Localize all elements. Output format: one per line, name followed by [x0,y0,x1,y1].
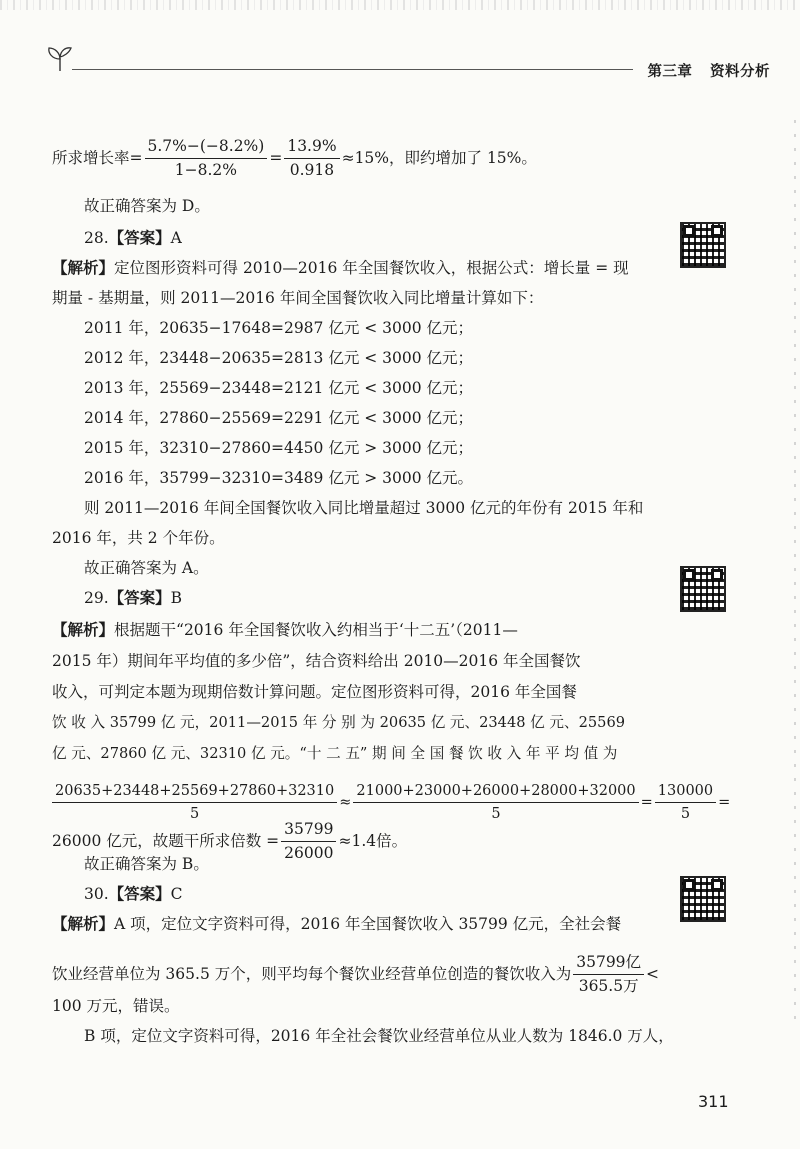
q28-conclusion-line-1: 则 2011—2016 年间全国餐饮收入同比增量超过 3000 亿元的年份有 2015 年和 [84,499,644,517]
q30-explanation-line-4: B 项，定位文字资料可得，2016 年全社会餐饮业经营单位从业人数为 1846.0 万人， [84,1027,674,1045]
chapter-label: 第三章 [647,64,693,80]
q29-answer-heading: 29.【答案】B [84,588,183,607]
fraction-sum-rounded: $\frac{21000+23000+26000+28000+32000}{5}$ [353,782,638,823]
q29-explanation-line-1: 【解析】根据题干“2016 年全国餐饮收入约相当于‘十二五’（2011— [52,620,518,639]
q29-multiple-formula: 26000 亿元，故题干所求倍数 = $\frac{35799}{26000}$ ≈1.4倍。 [52,820,408,863]
q28-row-2013: 2013 年，25569−23448=2121 亿元 < 3000 亿元； [84,379,474,397]
qr-code-icon[interactable] [680,222,726,268]
q28-row-2014: 2014 年，27860−25569=2291 亿元 < 3000 亿元； [84,409,474,427]
sprout-icon [44,44,76,72]
q30-answer-heading: 30.【答案】C [84,884,183,903]
q28-row-2012: 2012 年，23448−20635=2813 亿元 < 3000 亿元； [84,349,474,367]
fraction-1: $\frac{5.7\%-(-8.2\%)}{1-8.2\%}$ [145,137,268,181]
q30-explanation-line-3: 100 万元，错误。 [52,997,180,1015]
q30-explanation-line-1: 【解析】A 项，定位文字资料可得，2016 年全国餐饮收入 35799 亿元，全社会餐 [52,914,622,933]
q28-explanation-line-2: 期量 - 基期量，则 2011—2016 年间全国餐饮收入同比增量计算如下： [52,289,544,307]
q28-conclusion-line-2: 2016 年，共 2 个年份。 [52,529,225,547]
answer-line-27: 故正确答案为 D。 [84,197,210,215]
qr-code-icon[interactable] [680,876,726,922]
q29-explanation-line-3: 收入，可判定本题为现期倍数计算问题。定位图形资料可得，2016 年全国餐 [52,683,577,701]
running-header [633,60,770,81]
page-number: 311 [698,1092,729,1111]
scan-edge-marks [794,120,796,1020]
fraction-total: $\frac{130000}{5}$ [655,782,716,823]
q28-answer-heading: 28.【答案】A [84,228,182,247]
q29-final-answer: 故正确答案为 B。 [84,855,209,873]
q29-explanation-line-2: 2015 年）期间年平均值的多少倍”，结合资料给出 2010—2016 年全国餐饮 [52,652,581,670]
q28-row-2016: 2016 年，35799−32310=3489 亿元 > 3000 亿元。 [84,469,474,487]
q29-explanation-line-5: 亿 元、27860 亿 元、32310 亿 元。“十 二 五” 期 间 全 国 餐 饮 收 入 年 平 均 值 为 [52,745,618,762]
q28-row-2015: 2015 年，32310−27860=4450 亿元 > 3000 亿元； [84,439,474,457]
q28-explanation-line-1: 【解析】定位图形资料可得 2010—2016 年全国餐饮收入，根据公式：增长量 = 现 [52,258,629,277]
fraction-multiple: $\frac{35799}{26000}$ [281,820,336,864]
section-label: 资料分析 [710,64,770,80]
fraction-sum-actual: $\frac{20635+23448+25569+27860+32310}{5}$ [52,782,337,823]
fraction-2: $\frac{13.9\%}{0.918}$ [284,137,339,181]
q30-explanation-line-2: 饮业经营单位为 365.5 万个，则平均每个餐饮业经营单位创造的餐饮收入为 $\frac{\text{35799亿}}{\text{365.5万}}$ < [52,953,660,996]
q28-final-answer: 故正确答案为 A。 [84,559,209,577]
q29-explanation-line-4: 饮 收 入 35799 亿 元，2011—2015 年 分 别 为 20635 亿 元、23448 亿 元、25569 [52,714,626,731]
fraction-per-unit: $\frac{\text{35799亿}}{\text{365.5万}}$ [573,953,644,997]
qr-code-icon[interactable] [680,566,726,612]
scan-top-noise [0,0,800,10]
q29-average-formula: $\frac{20635+23448+25569+27860+32310}{5}$ ≈ $\frac{21000+23000+26000+28000+32000}{5}$ = $\frac{130000}{5}$ = [50,782,730,823]
q28-row-2011: 2011 年，20635−17648=2987 亿元 < 3000 亿元； [84,319,474,337]
growth-rate-formula: 所求增长率= $\frac{5.7\%-(-8.2\%)}{1-8.2\%}$ = $\frac{13.9\%}{0.918}$ ≈15%，即约增加了 15%。 [52,137,537,180]
